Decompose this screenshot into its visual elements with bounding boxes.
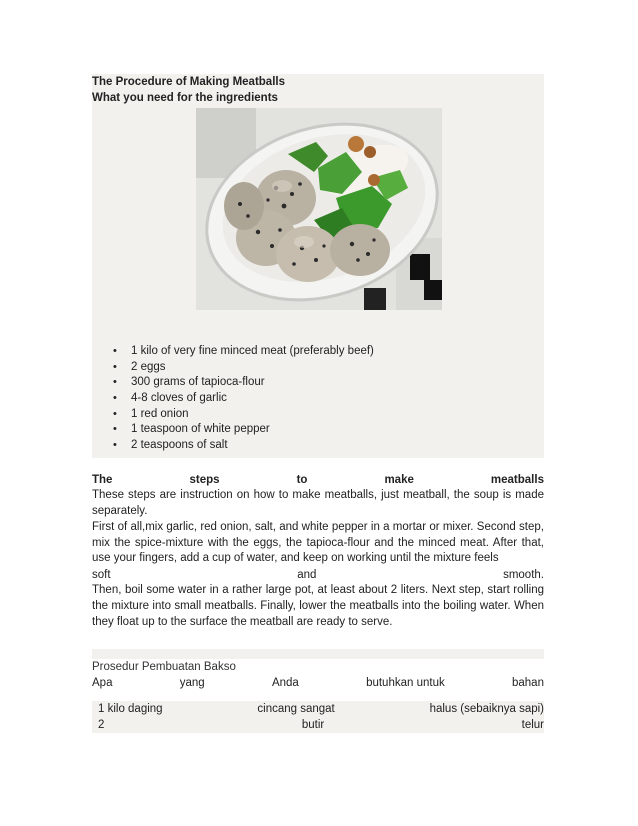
indonesian-ingredient-line bbox=[92, 717, 544, 733]
ingredient-item: • 1 teaspoon of white pepper bbox=[131, 422, 544, 438]
ingredients-heading: What you need for the ingredients bbox=[92, 90, 544, 106]
ingredient-item: • 2 teaspoons of salt bbox=[131, 438, 544, 454]
steps-method-word: soft bbox=[92, 569, 111, 582]
steps-method-paragraph: First of all,mix garlic, red onion, salt, and white pepper in a mortar or mixer. Second step, mix the spice-mixture with the eggs, the tapioca-flour and the minced meat. After that, use your fingers, add a cup of water, and keep on working until the mixture feels bbox=[92, 520, 544, 565]
indonesian-ingredient-line bbox=[92, 701, 544, 717]
indonesian-word: butir bbox=[301, 719, 325, 732]
section-spacer bbox=[92, 631, 544, 649]
indonesian-word: butuhkan untuk bbox=[366, 677, 445, 690]
steps-heading-word: steps bbox=[189, 473, 220, 486]
steps-heading-word: The bbox=[92, 473, 113, 486]
steps-heading-word: meatballs bbox=[490, 473, 544, 486]
indonesian-word: 2 bbox=[98, 719, 105, 732]
steps-method-word: and bbox=[297, 569, 317, 582]
indonesian-word: bahan bbox=[511, 677, 544, 690]
indonesian-word: halus (sebaiknya sapi) bbox=[429, 703, 544, 716]
indonesian-title: Prosedur Pembuatan Bakso bbox=[92, 661, 236, 674]
section-spacer bbox=[92, 691, 544, 701]
indonesian-section bbox=[92, 649, 544, 733]
steps-intro-paragraph: These steps are instruction on how to make meatballs, just meatball, the soup is made separately. bbox=[92, 488, 544, 517]
steps-method-last-line bbox=[92, 567, 544, 583]
indonesian-word: Apa bbox=[92, 677, 113, 690]
indonesian-line bbox=[92, 675, 544, 691]
document-page bbox=[92, 74, 544, 733]
ingredient-item: • 1 red onion bbox=[131, 407, 544, 423]
ingredient-item: • 4-8 cloves of garlic bbox=[131, 391, 544, 407]
steps-heading bbox=[92, 472, 544, 488]
ingredients-list bbox=[92, 344, 544, 454]
indonesian-word: cincang sangat bbox=[257, 703, 335, 716]
photo-container bbox=[92, 106, 544, 340]
ingredient-item: • 300 grams of tapioca-flour bbox=[131, 375, 544, 391]
ingredient-item: • 2 eggs bbox=[131, 360, 544, 376]
indonesian-word: Anda bbox=[271, 677, 299, 690]
steps-method-word: smooth. bbox=[503, 569, 544, 582]
meatball-soup-illustration bbox=[196, 108, 442, 310]
document-title: The Procedure of Making Meatballs bbox=[92, 74, 544, 90]
steps-heading-word: make bbox=[384, 473, 414, 486]
meatball-soup-photo bbox=[196, 108, 442, 310]
indonesian-word: 1 kilo daging bbox=[98, 703, 163, 716]
steps-cooking-paragraph: Then, boil some water in a rather large pot, at least about 2 liters. Next step, start rolling the mixture into small meatballs. Finally, lower the meatballs into the boiling water. When they float up to the surface the meatball are ready to serve. bbox=[92, 584, 544, 629]
section-spacer bbox=[92, 458, 544, 472]
indonesian-word: yang bbox=[179, 677, 205, 690]
ingredient-item: • 1 kilo of very fine minced meat (preferably beef) bbox=[131, 344, 544, 360]
indonesian-top-band bbox=[92, 649, 544, 659]
indonesian-word: telur bbox=[521, 719, 544, 732]
ingredients-list-container bbox=[92, 340, 544, 458]
steps-heading-word: to bbox=[296, 473, 308, 486]
